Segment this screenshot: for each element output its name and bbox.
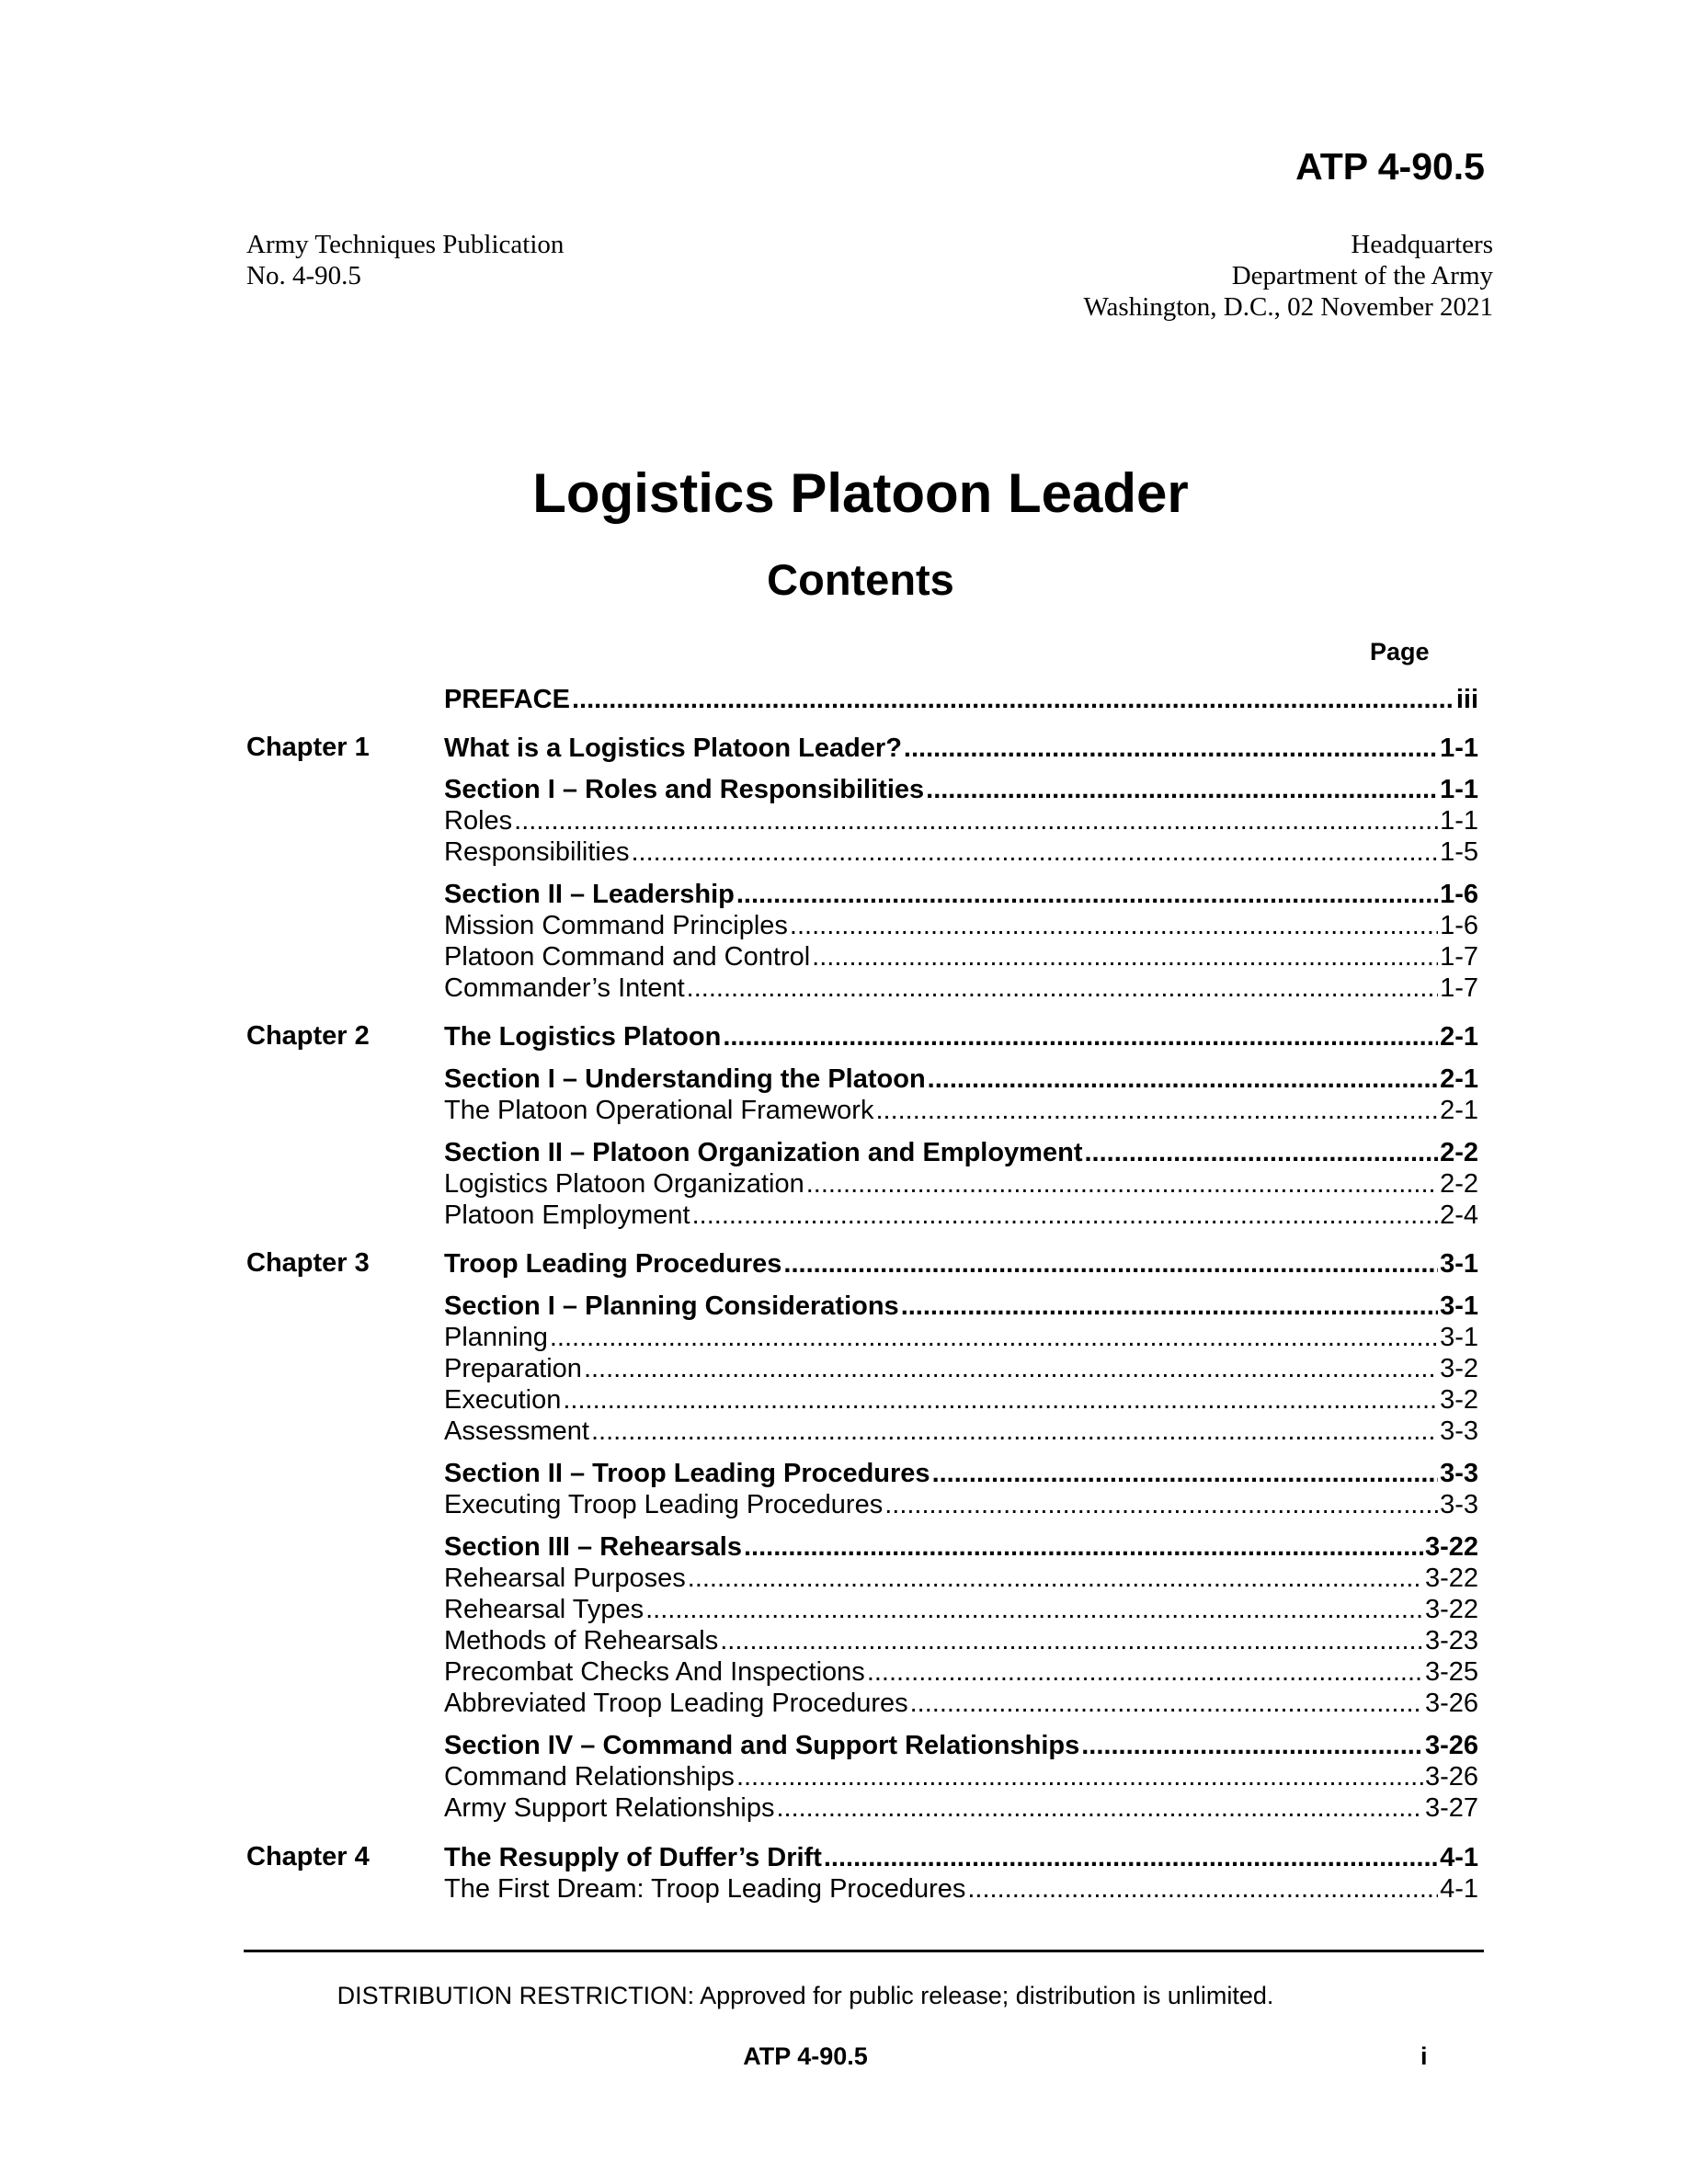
toc-entry[interactable] [444,1792,1478,1824]
toc-leader-dots [928,1064,1438,1095]
toc-entry[interactable] [444,1200,1478,1231]
toc-leader-dots [563,1384,1438,1416]
headquarters-label: Headquarters [1351,230,1493,259]
toc-entry-title: Troop Leading Procedures [444,1249,782,1279]
toc-entry-title: What is a Logistics Platoon Leader? [444,734,902,763]
toc-entry-page: 2-4 [1440,1200,1478,1230]
toc-entry-title: Rehearsal Purposes [444,1564,686,1593]
toc-leader-dots [688,1563,1423,1594]
chapter-label: Chapter 3 [246,1248,370,1278]
toc-leader-dots [584,1353,1438,1384]
toc-leader-dots [901,1291,1438,1322]
toc-leader-dots [723,1021,1438,1052]
toc-entry[interactable] [444,684,1478,715]
toc-entry-page: 3-2 [1440,1385,1478,1415]
toc-entry[interactable] [444,1416,1478,1447]
toc-entry-title: The Logistics Platoon [444,1022,722,1052]
toc-entry-title: Section I – Understanding the Platoon [444,1064,926,1094]
toc-leader-dots [884,1489,1438,1520]
toc-entry-page: 3-3 [1440,1459,1478,1488]
toc-leader-dots [867,1656,1423,1688]
toc-entry[interactable] [444,1095,1478,1126]
toc-entry-page: 3-2 [1440,1354,1478,1383]
toc-entry-title: Logistics Platoon Organization [444,1169,804,1199]
toc-entry-page: iii [1455,685,1478,714]
toc-entry-page: 3-26 [1424,1762,1478,1792]
toc-entry-title: Rehearsal Types [444,1595,644,1624]
toc-entry-title: Section II – Leadership [444,880,735,909]
toc-leader-dots [776,1792,1423,1824]
toc-entry-title: The First Dream: Troop Leading Procedures [444,1874,966,1904]
toc-leader-dots [632,836,1439,868]
toc-entry-title: Execution [444,1385,562,1415]
toc-entry-page: 3-1 [1440,1323,1478,1352]
toc-entry-title: Precombat Checks And Inspections [444,1657,865,1687]
document-number: ATP 4-90.5 [1295,145,1485,188]
toc-entry-page: 3-23 [1424,1626,1478,1655]
contents-heading: Contents [767,555,954,604]
toc-entry[interactable] [444,1021,1478,1052]
toc-leader-dots [910,1688,1423,1719]
toc-entry-page: 3-26 [1424,1731,1478,1760]
toc-entry[interactable] [444,1458,1478,1489]
toc-entry[interactable] [444,836,1478,868]
toc-leader-dots [687,973,1438,1004]
toc-entry[interactable] [444,1873,1478,1905]
toc-leader-dots [926,774,1438,805]
toc-entry-page: 1-1 [1440,734,1478,763]
toc-leader-dots [744,1531,1423,1563]
toc-entry[interactable] [444,941,1478,973]
toc-entry-page: 3-1 [1440,1249,1478,1279]
toc-entry-title: PREFACE [444,685,570,714]
toc-leader-dots [645,1594,1423,1625]
toc-entry-page: 1-6 [1440,911,1478,940]
toc-entry-title: Section I – Roles and Responsibilities [444,775,925,804]
toc-entry-title: Section IV – Command and Support Relationships [444,1731,1080,1760]
toc-entry-title: Executing Troop Leading Procedures [444,1490,884,1519]
footer-document-number: ATP 4-90.5 [743,2042,868,2070]
toc-leader-dots [736,879,1438,910]
toc-leader-dots [875,1095,1438,1126]
toc-entry-title: Army Support Relationships [444,1793,775,1823]
toc-entry[interactable] [444,1594,1478,1625]
toc-entry-title: Section III – Rehearsals [444,1532,742,1562]
toc-entry[interactable] [444,1291,1478,1322]
toc-entry-page: 1-7 [1440,973,1478,1003]
toc-leader-dots [904,733,1438,764]
toc-entry-title: Methods of Rehearsals [444,1626,719,1655]
toc-leader-dots [812,941,1438,973]
toc-leader-dots [514,805,1438,836]
toc-entry-title: The Platoon Operational Framework [444,1096,874,1125]
toc-leader-dots [550,1322,1438,1353]
toc-entry[interactable] [444,1656,1478,1688]
toc-entry[interactable] [444,1322,1478,1353]
toc-entry[interactable] [444,774,1478,805]
toc-entry[interactable] [444,1625,1478,1656]
toc-entry[interactable] [444,1730,1478,1761]
toc-entry[interactable] [444,973,1478,1004]
toc-leader-dots [790,910,1438,941]
toc-entry-title: Platoon Command and Control [444,942,811,972]
page-column-header: Page [1370,638,1430,665]
toc-entry-title: Roles [444,806,513,836]
toc-entry-title: Planning [444,1323,548,1352]
toc-entry[interactable] [444,1248,1478,1280]
chapter-label: Chapter 1 [246,733,370,762]
page-title: Logistics Platoon Leader [532,462,1189,524]
chapter-label: Chapter 2 [246,1021,370,1051]
publication-number: No. 4-90.5 [246,261,361,290]
toc-entry-page: 3-3 [1440,1416,1478,1446]
toc-entry-page: 1-1 [1440,806,1478,836]
toc-leader-dots [692,1200,1438,1231]
toc-leader-dots [591,1416,1438,1447]
toc-entry[interactable] [444,1531,1478,1563]
toc-leader-dots [736,1761,1423,1792]
toc-entry[interactable] [444,1137,1478,1168]
toc-entry-page: 2-1 [1440,1064,1478,1094]
footer-page-number: i [1420,2042,1428,2070]
department-label: Department of the Army [1231,261,1493,290]
toc-entry-title: Section II – Troop Leading Procedures [444,1459,930,1488]
toc-entry-page: 1-6 [1440,880,1478,909]
toc-entry-title: Section I – Planning Considerations [444,1291,899,1321]
toc-entry-title: Preparation [444,1354,582,1383]
toc-entry-page: 2-2 [1440,1138,1478,1167]
toc-entry[interactable] [444,1688,1478,1719]
chapter-label: Chapter 4 [246,1842,370,1871]
toc-leader-dots [932,1458,1439,1489]
toc-leader-dots [783,1248,1438,1280]
toc-leader-dots [1084,1137,1438,1168]
toc-entry-page: 3-25 [1424,1657,1478,1687]
toc-leader-dots [572,684,1454,715]
distribution-statement: DISTRIBUTION RESTRICTION: Approved for public release; distribution is unlimited. [336,1982,1274,2009]
footer-divider [244,1950,1484,1952]
toc-entry[interactable] [444,1489,1478,1520]
toc-entry-title: The Resupply of Duffer’s Drift [444,1843,822,1872]
toc-entry-page: 3-1 [1440,1291,1478,1321]
toc-entry[interactable] [444,910,1478,941]
toc-entry[interactable] [444,879,1478,910]
toc-entry[interactable] [444,733,1478,764]
toc-entry-page: 1-7 [1440,942,1478,972]
toc-entry-page: 4-1 [1440,1843,1478,1872]
toc-entry-page: 3-22 [1424,1564,1478,1593]
toc-entry[interactable] [444,1384,1478,1416]
toc-entry[interactable] [444,1842,1478,1873]
toc-entry-page: 1-1 [1440,775,1478,804]
toc-leader-dots [720,1625,1423,1656]
toc-entry-page: 3-27 [1424,1793,1478,1823]
toc-entry[interactable] [444,805,1478,836]
toc-entry-page: 3-22 [1424,1532,1478,1562]
toc-entry-title: Platoon Employment [444,1200,690,1230]
toc-leader-dots [806,1168,1438,1200]
toc-entry-page: 2-2 [1440,1169,1478,1199]
toc-leader-dots [967,1873,1438,1905]
toc-entry-page: 2-1 [1440,1022,1478,1052]
publication-type: Army Techniques Publication [246,230,565,259]
location-date: Washington, D.C., 02 November 2021 [1083,292,1493,322]
toc-entry-title: Assessment [444,1416,589,1446]
toc-entry-title: Abbreviated Troop Leading Procedures [444,1689,908,1718]
toc-leader-dots [1081,1730,1423,1761]
toc-entry-page: 3-22 [1424,1595,1478,1624]
toc-entry[interactable] [444,1761,1478,1792]
toc-entry-page: 1-5 [1440,837,1478,867]
toc-entry-title: Responsibilities [444,837,630,867]
toc-entry[interactable] [444,1563,1478,1594]
toc-entry-page: 2-1 [1440,1096,1478,1125]
toc-entry-page: 4-1 [1440,1874,1478,1904]
toc-entry-title: Commander’s Intent [444,973,685,1003]
toc-entry[interactable] [444,1064,1478,1095]
toc-entry[interactable] [444,1168,1478,1200]
toc-entry[interactable] [444,1353,1478,1384]
toc-entry-page: 3-26 [1424,1689,1478,1718]
toc-entry-title: Section II – Platoon Organization and Employment [444,1138,1083,1167]
toc-entry-title: Command Relationships [444,1762,735,1792]
toc-entry-page: 3-3 [1440,1490,1478,1519]
toc-entry-title: Mission Command Principles [444,911,788,940]
toc-leader-dots [824,1842,1438,1873]
